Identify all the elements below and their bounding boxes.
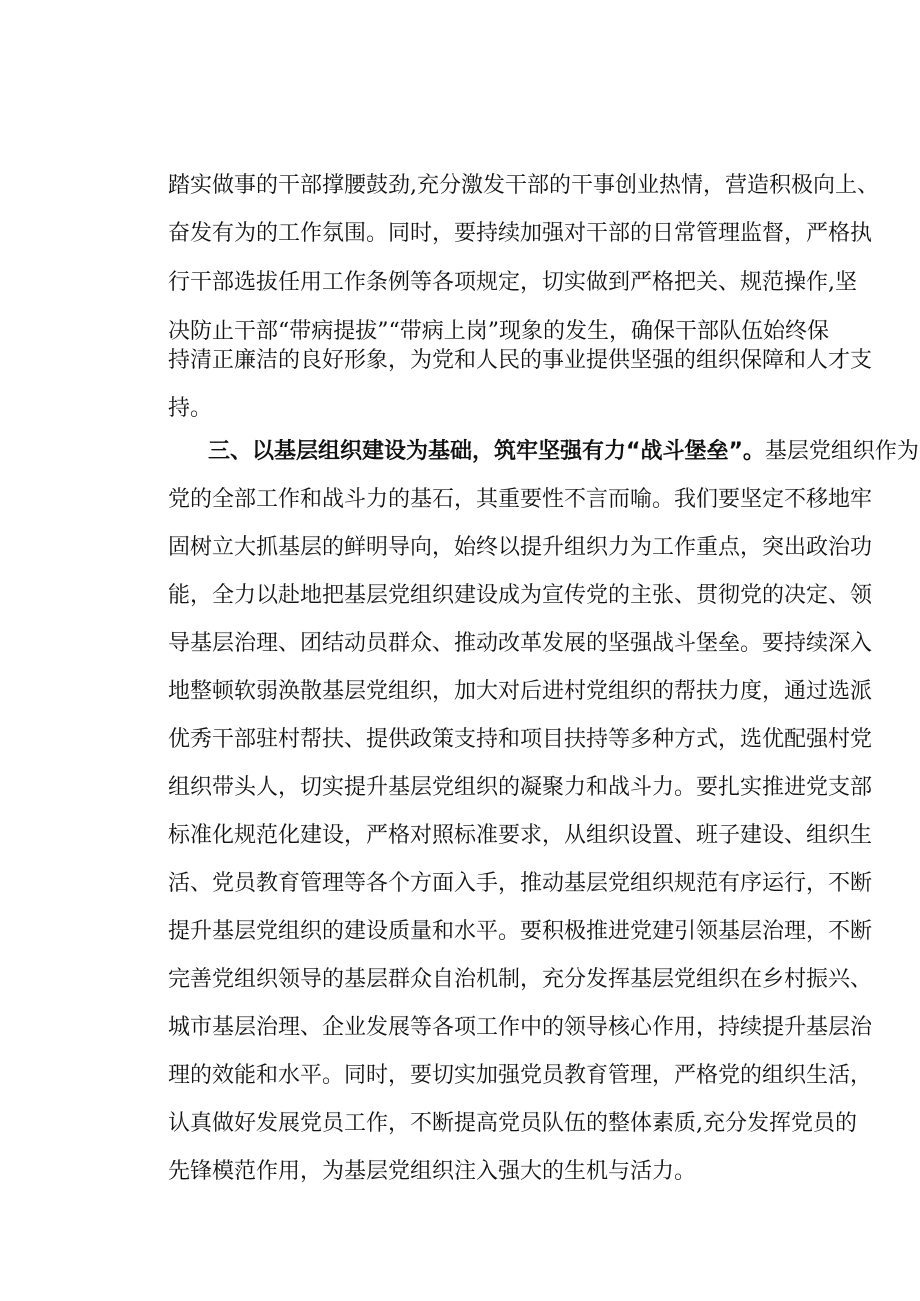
text-line: 活、党员教育管理等各个方面入手，推动基层党组织规范有序运行，不断 (168, 871, 873, 896)
section-heading-line (168, 437, 919, 467)
text-line: 组织带头人，切实提升基层党组织的凝聚力和战斗力。要扎实推进党支部 (168, 775, 873, 800)
section-heading: 三、以基层组织建设为基础，筑牢坚强有力“战斗堡垒”。 (208, 439, 765, 464)
text-line: 完善党组织领导的基层群众自治机制，充分发挥基层党组织在乡村振兴、 (168, 967, 873, 992)
text-line: 党的全部工作和战斗力的基石，其重要性不言而喻。我们要坚定不移地牢 (168, 487, 873, 512)
text-line: 理的效能和水平。同时，要切实加强党员教育管理，严格党的组织生活， (168, 1063, 873, 1088)
text-line: 地整顿软弱涣散基层党组织，加大对后进村党组织的帮扶力度，通过选派 (168, 679, 873, 704)
text-line: 提升基层党组织的建设质量和水平。要积极推进党建引领基层治理，不断 (168, 919, 873, 944)
section-heading-rest: 基层党组织作为 (764, 439, 919, 464)
text-line: 踏实做事的干部撑腰鼓劲,充分激发干部的干事创业热情，营造积极向上、 (168, 173, 879, 198)
text-line: 城市基层治理、企业发展等各项工作中的领导核心作用，持续提升基层治 (168, 1015, 873, 1040)
text-line: 先锋模范作用，为基层党组织注入强大的生机与活力。 (168, 1159, 697, 1184)
text-line: 行干部选拔任用工作条例等各项规定，切实做到严格把关、规范操作,坚 (168, 270, 857, 295)
text-line: 持清正廉洁的良好形象，为党和人民的事业提供坚强的组织保障和人才支 (168, 348, 873, 373)
text-line: 持。 (168, 396, 213, 421)
text-line: 固树立大抓基层的鲜明导向，始终以提升组织力为工作重点，突出政治功 (168, 535, 873, 560)
text-line: 导基层治理、团结动员群众、推动改革发展的坚强战斗堡垒。要持续深入 (168, 631, 873, 656)
text-line: 决防止干部“带病提拔”“带病上岗”现象的发生，确保干部队伍始终保 (168, 319, 829, 344)
text-line: 能，全力以赴地把基层党组织建设成为宣传党的主张、贯彻党的决定、领 (168, 583, 873, 608)
text-line: 标准化规范化建设，严格对照标准要求，从组织设置、班子建设、组织生 (168, 823, 873, 848)
text-line: 认真做好发展党员工作，不断提高党员队伍的整体素质,充分发挥党员的 (168, 1111, 857, 1136)
text-line: 优秀干部驻村帮扶、提供政策支持和项目扶持等多种方式，选优配强村党 (168, 727, 873, 752)
text-line: 奋发有为的工作氛围。同时，要持续加强对干部的日常管理监督，严格执 (168, 221, 873, 246)
